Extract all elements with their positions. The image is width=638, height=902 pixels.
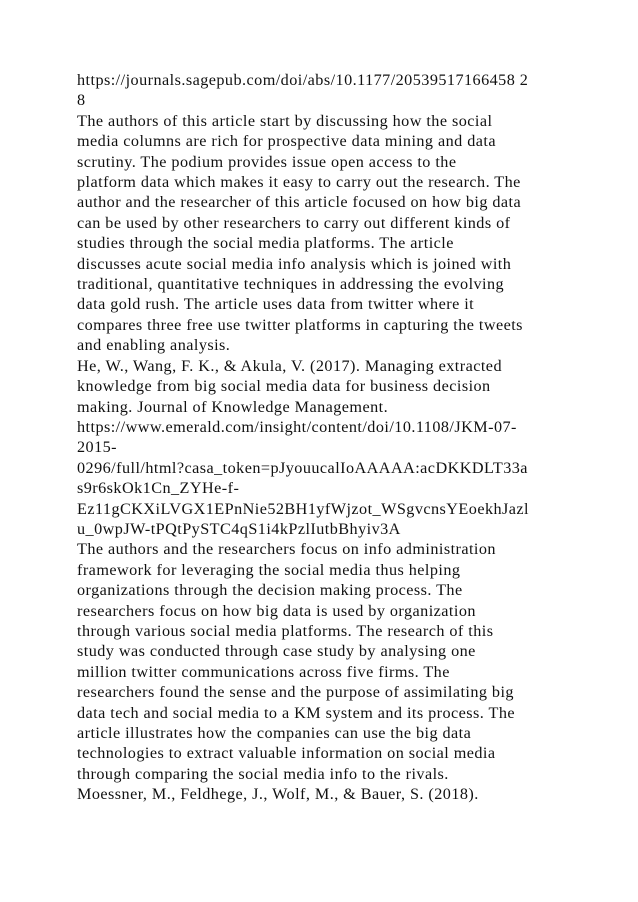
paragraph-line: organizations through the decision making process. The	[77, 581, 463, 600]
paragraph-line: through comparing the social media info to the rivals.	[77, 764, 449, 783]
paragraph-line: and enabling analysis.	[77, 336, 231, 355]
paragraph-line: discusses acute social media info analysis which is joined with	[77, 254, 512, 273]
paragraph-line: framework for leveraging the social media thus helping	[77, 560, 461, 579]
paragraph-line: study was conducted through case study by analysing one	[77, 642, 476, 661]
reference-url-line[interactable]: https://www.emerald.com/insight/content/doi/10.1108/JKM-07-	[77, 417, 517, 436]
document-page	[77, 70, 567, 805]
reference-url-line[interactable]: https://journals.sagepub.com/doi/abs/10.1177/20539517166458 2	[77, 71, 529, 89]
paragraph-line: can be used by other researchers to carry out different kinds of	[77, 213, 511, 232]
paragraph-line: studies through the social media platforms. The article	[77, 234, 454, 253]
paragraph-line: author and the researcher of this article focused on how big data	[77, 193, 522, 212]
paragraph-line: scrutiny. The podium provides issue open access to the	[77, 152, 457, 171]
paragraph-line: compares three free use twitter platforms in capturing the tweets	[77, 315, 523, 334]
citation-line: He, W., Wang, F. K., & Akula, V. (2017). Managing extracted	[77, 356, 502, 375]
paragraph-line: media columns are rich for prospective data mining and data	[77, 132, 496, 151]
paragraph-line: data gold rush. The article uses data from twitter where it	[77, 295, 475, 314]
paragraph-line: researchers focus on how big data is used by organization	[77, 601, 476, 620]
paragraph-line: through various social media platforms. The research of this	[77, 621, 494, 640]
reference-url-line-continued: 2015-	[77, 438, 118, 457]
paragraph-line: platform data which makes it easy to carry out the research. The	[77, 173, 521, 192]
reference-url-line-continued: u_0wpJW-tPQtPySTC4qS1i4kPzlIutbBhyiv3A	[77, 519, 401, 538]
reference-url-line-continued: s9r6skOk1Cn_ZYHe-f-	[77, 479, 240, 498]
paragraph-line: The authors and the researchers focus on info administration	[77, 540, 496, 559]
reference-url-line-continued: 0296/full/html?casa_token=pJyouucalIoAAAAA:acDKKDLT33a	[77, 458, 528, 477]
paragraph-line: article illustrates how the companies can use the big data	[77, 724, 472, 742]
reference-url-line-continued: Ez11gCKXiLVGX1EPnNie52BH1yfWjzot_WSgvcnsYEoekhJazl	[77, 499, 530, 518]
reference-url-line-continued: 8	[77, 91, 86, 110]
paragraph-line: The authors of this article start by discussing how the social	[77, 111, 493, 130]
paragraph-line: million twitter communications across five firms. The	[77, 662, 450, 681]
citation-line: Moessner, M., Feldhege, J., Wolf, M., & Bauer, S. (2018).	[77, 785, 479, 804]
paragraph-line: researchers found the sense and the purpose of assimilating big	[77, 683, 514, 702]
citation-line: making. Journal of Knowledge Management.	[77, 397, 389, 416]
paragraph-line: traditional, quantitative techniques in addressing the evolving	[77, 275, 505, 294]
paragraph-line: technologies to extract valuable information on social media	[77, 744, 496, 763]
citation-line: knowledge from big social media data for business decision	[77, 377, 491, 396]
paragraph-line: data tech and social media to a KM system and its process. The	[77, 703, 516, 722]
